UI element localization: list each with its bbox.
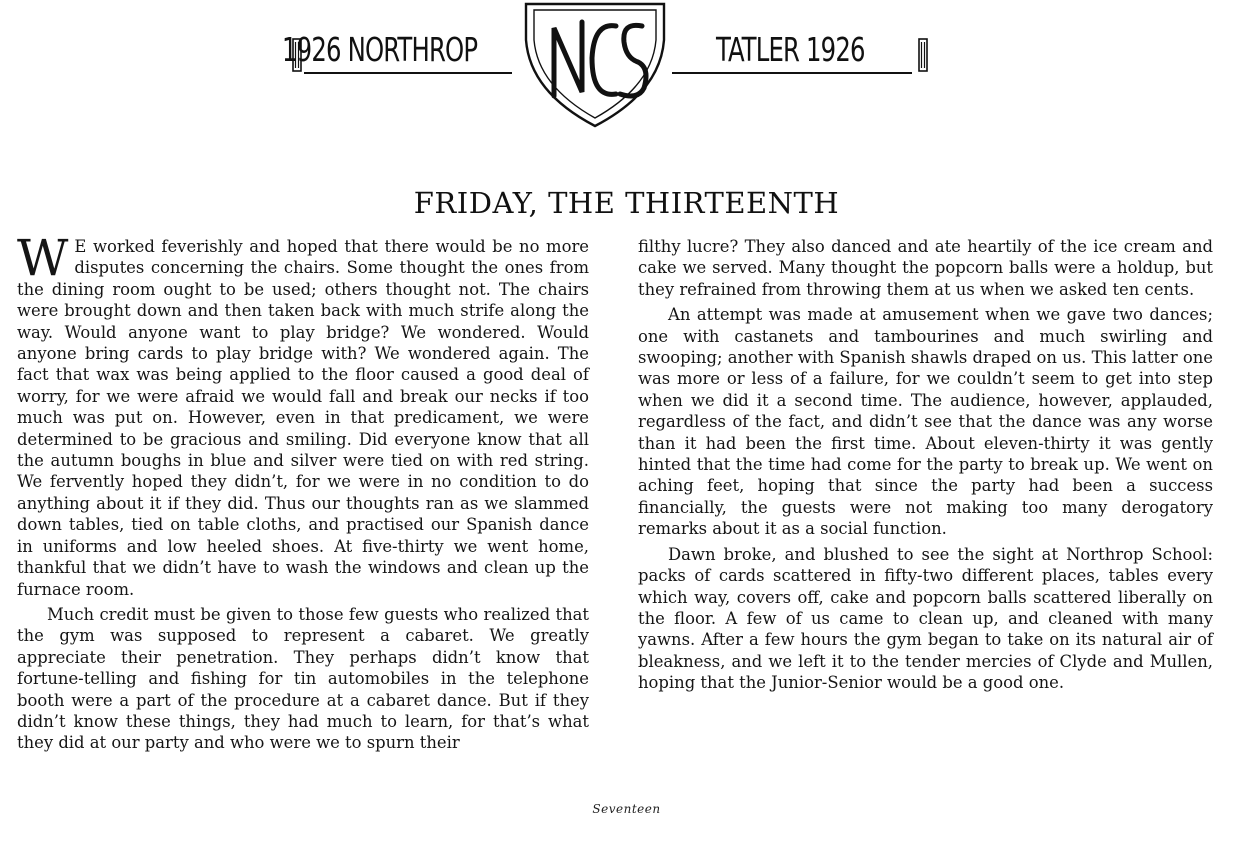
header-left-rule [304,72,512,74]
school-crest-logo [520,0,670,130]
paragraph: Dawn broke, and blushed to see the sight at Northrop School: packs of cards scattered in fifty-two different places, tables every which way, covers off, cake and popcorn balls scattered liberally on the floor. A few of us came to clean up, and cleaned with many yawns. After a few hours the gym began to take on its natural air of bleakness, and we left it to the tender mercies of Clyde and Mullen, hoping that the Junior-Senior would be a good one. [638,544,1213,693]
article-title: FRIDAY, THE THIRTEENTH [413,186,840,220]
header-right-text: TATLER 1926 [716,30,865,69]
page-number: Seventeen [592,802,661,816]
right-endcap-ornament [918,38,928,72]
paragraph: An attempt was made at amusement when we gave two dances; one with castanets and tambourines and much swirling and swooping; another with Spanish shawls draped on us. This latter one was more or less of a failure, for we couldn’t seem to get into step when we did it a second time. The audience, however, applauded, regardless of the fact, and didn’t see that the dance was any worse than it had been the first time. About eleven-thirty it was gently hinted that the time had come for the party to break up. We went on aching feet, hoping that since the party had been a success financially, the guests were not making too many derogatory remarks about it as a social function. [638,305,1213,539]
paragraph-text: E worked feverishly and hoped that there would be no more disputes concerning the chairs. Some thought the ones from the dining room ought to be used; others thought not. The chairs were brought down and then taken back with much strife along the way. Would anyone want to play bridge? We wondered. Would anyone bring cards to play bridge with? We wondered again. The fact that wax was being applied to the floor caused a good deal of worry, for we were afraid we would fall and break our necks if too much was put on. However, even in that predicament, we were determined to be gracious and smiling. Did everyone know that all the autumn boughs in blue and silver were tied on with red string. We fervently hoped they didn’t, for we were in no condition to do anything about it if they did. Thus our thoughts ran as we slammed down tables, tied on table cloths, and practised our Spanish dance in uniforms and low heeled shoes. At five-thirty we went home, thankful that we didn’t have to wash the windows and clean up the furnace room. [17,237,589,599]
right-column [638,236,1213,694]
drop-cap: W [17,229,69,287]
header-right-rule [672,72,912,74]
paragraph [17,229,589,600]
header-left-text: 1926 NORTHROP [282,30,478,69]
page-header [0,0,1253,140]
paragraph: Much credit must be given to those few guests who realized that the gym was supposed to represent a cabaret. We greatly appreciate their penetration. They perhaps didn’t know that fortune-telling and fishing for tin automobiles in the telephone booth were a part of the procedure at a cabaret dance. But if they didn’t know these things, they had much to learn, for that’s what they did at our party and who were we to spurn their [17,604,589,753]
left-column [17,229,589,754]
paragraph: filthy lucre? They also danced and ate heartily of the ice cream and cake we served. Many thought the popcorn balls were a holdup, but they refrained from throwing them at us when we asked ten cents. [638,237,1213,299]
